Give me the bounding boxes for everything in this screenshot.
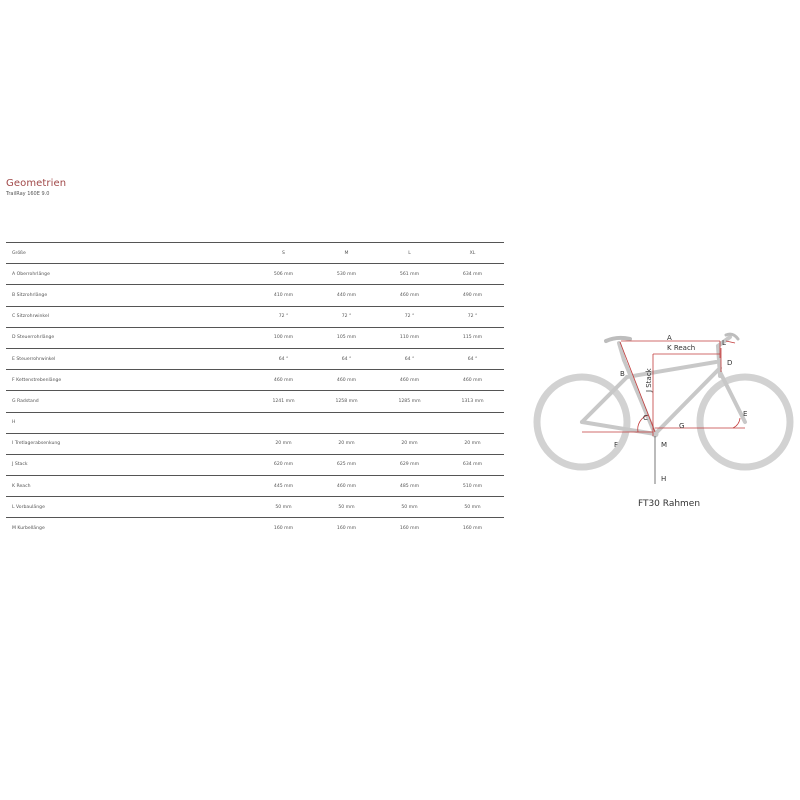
header-size: XL [441,243,504,264]
table-row [6,497,504,518]
label-g: G [679,422,685,430]
table-cell: 485 mm [378,476,441,497]
table-cell: 460 mm [252,370,315,391]
table-cell [315,412,378,433]
label-a: A [667,334,672,342]
table-row [6,518,504,539]
label-b: B [620,370,625,378]
table-cell: 1313 mm [441,391,504,412]
label-k-reach: K Reach [667,344,696,352]
table-header-row [6,243,504,264]
label-f: F [614,441,619,449]
row-label: G Radstand [6,391,252,412]
diagram-caption: FT30 Rahmen [637,499,701,509]
table-cell: 100 mm [252,327,315,348]
table-row [6,454,504,475]
row-label: C Sitzrohrwinkel [6,306,252,327]
table-row [6,306,504,327]
row-label: A Oberrohrlänge [6,264,252,285]
table-cell: 1241 mm [252,391,315,412]
table-cell: 510 mm [441,476,504,497]
row-label: H [6,412,252,433]
table-row [6,264,504,285]
table-row [6,348,504,369]
table-cell: 506 mm [252,264,315,285]
row-label: J Stack [6,454,252,475]
table-cell [252,412,315,433]
table-cell: 1285 mm [378,391,441,412]
table-cell: 20 mm [378,433,441,454]
page-title: Geometrien [6,178,67,189]
row-label: D Steuerrohrlänge [6,327,252,348]
table-cell: 460 mm [378,370,441,391]
row-label: F Kettenstrebenlänge [6,370,252,391]
label-c: C [643,414,648,422]
label-m: M [661,441,668,449]
table-row [6,327,504,348]
table-cell: 629 mm [378,454,441,475]
table-cell: 115 mm [441,327,504,348]
header-size: M [315,243,378,264]
table-cell: 410 mm [252,285,315,306]
table-cell: 50 mm [252,497,315,518]
table-cell: 20 mm [441,433,504,454]
table-cell: 634 mm [441,454,504,475]
row-label: E Steuerrohrwinkel [6,348,252,369]
table-cell: 160 mm [462,526,483,532]
label-e: E [743,410,748,418]
table-cell: 460 mm [441,370,504,391]
table-cell: 72 ° [252,306,315,327]
header-size-label: Größe [6,243,252,264]
table-cell: 72 ° [315,306,378,327]
table-cell: 561 mm [378,264,441,285]
table-cell [378,412,441,433]
table-cell: 20 mm [315,433,378,454]
row-label: B Sitzrohrlänge [6,285,252,306]
table-cell: 160 mm [336,526,357,532]
table-row [6,412,504,433]
table-cell: 160 mm [273,526,294,532]
header-size: S [252,243,315,264]
row-label: K Reach [6,476,252,497]
table-cell: 72 ° [378,306,441,327]
table-cell: 160 mm [399,526,420,532]
table-cell: 64 ° [252,348,315,369]
row-label: I Tretlagerabsenkung [6,433,252,454]
table-cell: 460 mm [315,370,378,391]
table-row [6,391,504,412]
table-cell: 105 mm [315,327,378,348]
geometry-table [6,242,504,539]
table-row [6,370,504,391]
bike-geometry-diagram [530,318,800,518]
header-size: L [378,243,441,264]
row-label: M Kurbellänge [12,526,45,532]
label-l: L [722,339,726,347]
table-cell: 64 ° [441,348,504,369]
table-cell: 620 mm [252,454,315,475]
label-d: D [727,359,733,367]
page-subtitle: TrailRay 160E 9.0 [6,191,50,197]
table-cell: 50 mm [441,497,504,518]
table-cell: 625 mm [315,454,378,475]
table-row [6,476,504,497]
table-cell: 445 mm [252,476,315,497]
table-cell: 64 ° [315,348,378,369]
table-cell: 20 mm [252,433,315,454]
row-label: L Vorbaulänge [6,497,252,518]
table-cell: 1258 mm [315,391,378,412]
table-cell: 72 ° [441,306,504,327]
saddle [606,338,630,341]
table-cell: 64 ° [378,348,441,369]
table-cell: 50 mm [378,497,441,518]
table-cell: 440 mm [315,285,378,306]
label-j-stack: J Stack [645,368,653,392]
table-row [6,433,504,454]
table-cell: 634 mm [441,264,504,285]
label-h: H [661,475,667,483]
table-cell: 490 mm [441,285,504,306]
table-cell [441,412,504,433]
table-cell: 110 mm [378,327,441,348]
table-cell: 530 mm [315,264,378,285]
table-cell: 460 mm [315,476,378,497]
table-row [6,285,504,306]
table-cell: 50 mm [315,497,378,518]
table-cell: 460 mm [378,285,441,306]
